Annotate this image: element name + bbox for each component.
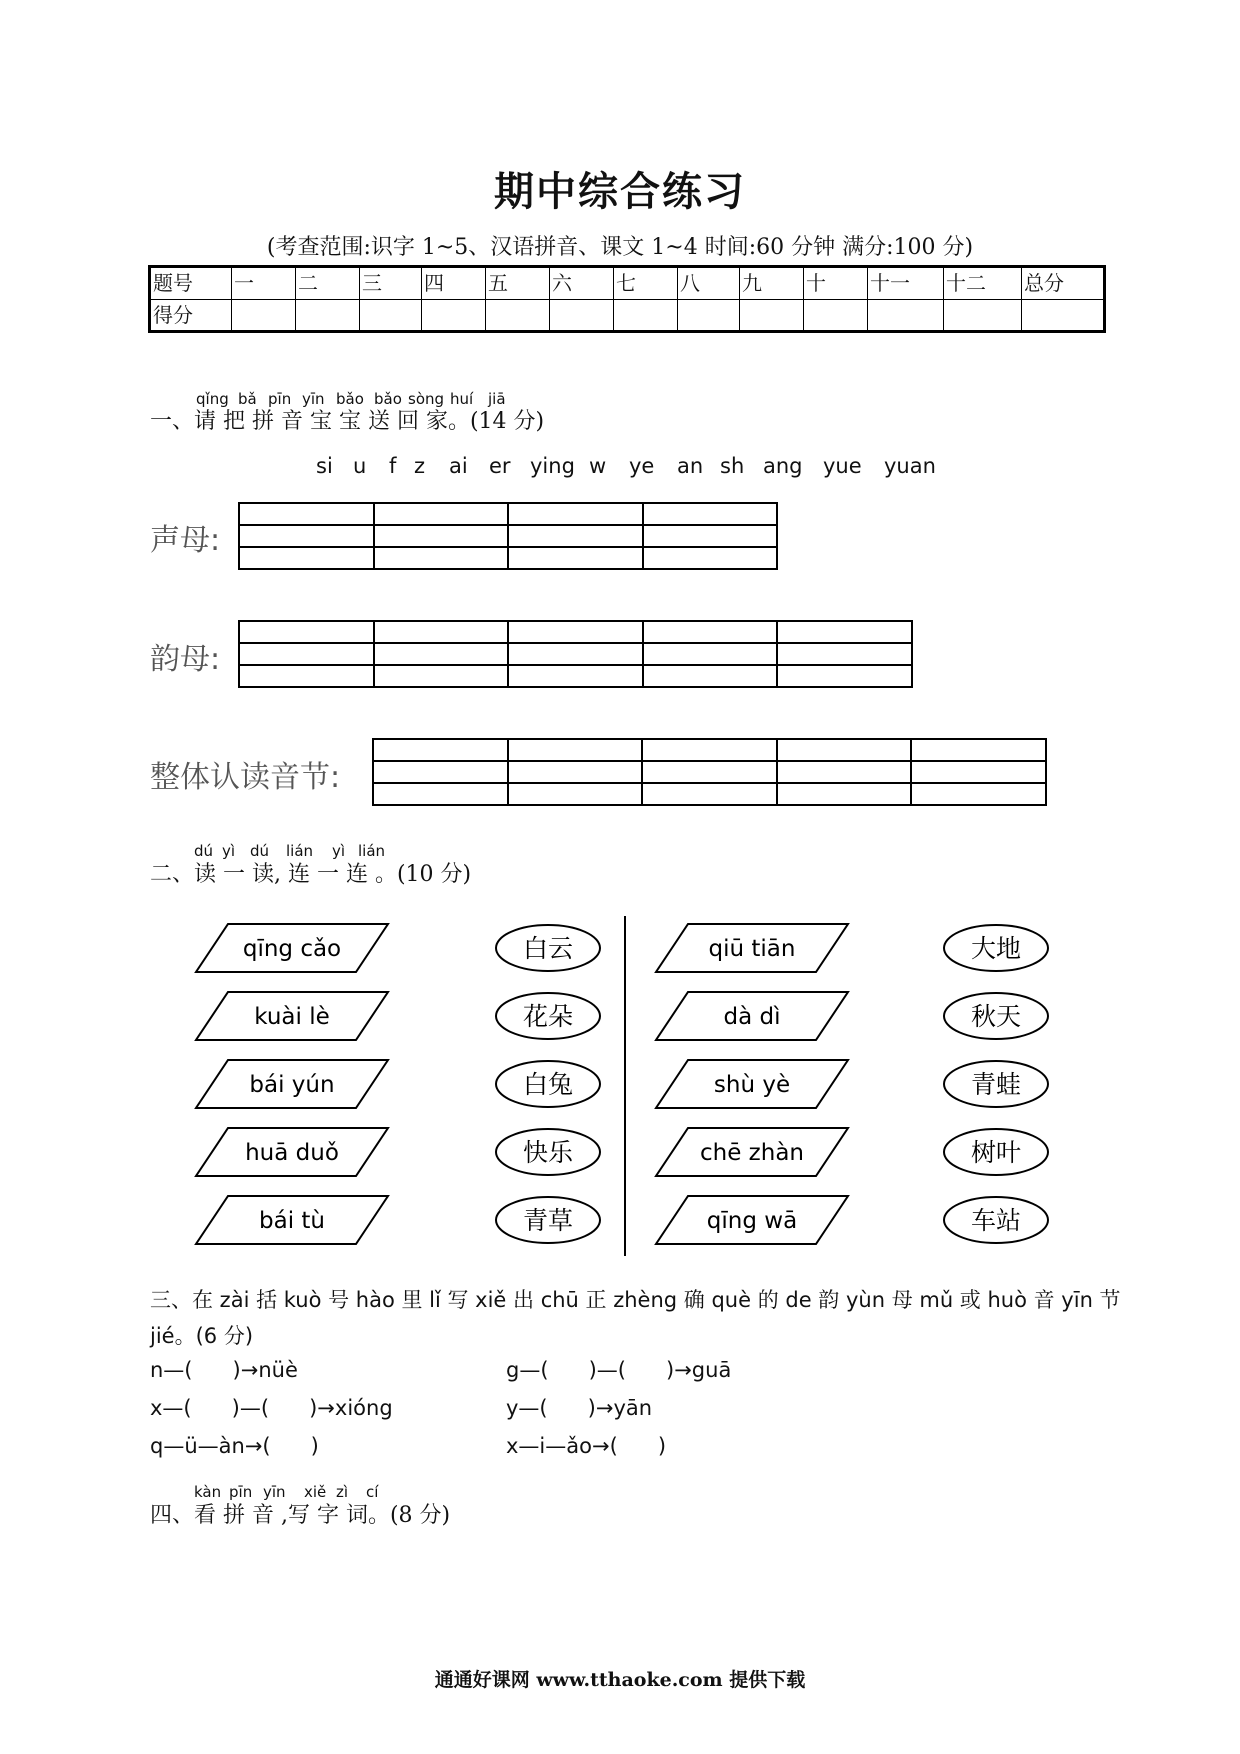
pinyin-card-label: bái yún	[249, 1072, 335, 1098]
word-oval-label: 大地	[970, 934, 1022, 963]
fill-blank-item[interactable]: x—( )—( )→xióng	[150, 1396, 393, 1420]
word-oval-label: 青草	[522, 1206, 574, 1235]
pinyin-card-label: huā duǒ	[245, 1140, 339, 1166]
pinyin-card-label: qiū tiān	[708, 936, 796, 962]
word-oval-label: 秋天	[970, 1002, 1022, 1031]
question-2-heading: 二、读 一 读, 连 一 连 。(10 分)	[150, 862, 472, 887]
pinyin-annotation: jiā	[488, 390, 506, 408]
pinyin-annotation: zì	[336, 1483, 349, 1501]
pinyin-pool-item: ying	[530, 454, 575, 478]
pinyin-annotation: bǎo	[374, 390, 402, 408]
score-header-cell: 八	[678, 267, 740, 300]
pinyin-annotation: cí	[366, 1483, 379, 1501]
pinyin-pool-item: er	[489, 454, 511, 478]
pinyin-annotation: bǎo	[336, 390, 364, 408]
fill-blank-item[interactable]: y—( )→yān	[506, 1396, 653, 1420]
score-row-label: 得分	[150, 299, 232, 332]
pinyin-annotation: pīn	[268, 390, 292, 408]
zhengti-label: 整体认读音节:	[150, 760, 341, 795]
pinyin-pool-item: ang	[763, 454, 803, 478]
question-4-heading: 四、看 拼 音 ,写 字 词。(8 分)	[150, 1503, 451, 1528]
pinyin-annotation: lián	[358, 842, 386, 860]
pinyin-pool-item: f	[389, 454, 397, 478]
pinyin-annotation: pīn	[229, 1483, 253, 1501]
pinyin-annotation: dú	[194, 842, 214, 860]
pinyin-annotation: huí	[450, 390, 474, 408]
pinyin-pool-item: u	[353, 454, 367, 478]
word-oval-label: 白兔	[522, 1070, 574, 1099]
pinyin-pool-item: z	[414, 454, 426, 478]
fill-blank-item[interactable]: q—ü—àn→( )	[150, 1434, 319, 1458]
pinyin-annotation: bǎ	[238, 390, 257, 408]
pinyin-annotation: qǐng	[196, 390, 229, 408]
question-3-heading: 三、在 zài 括 kuò 号 hào 里 lǐ 写 xiě 出 chū 正 zhèng 确 què 的 de 韵 yùn 母 mǔ 或 huò 音 yīn 节	[150, 1288, 1121, 1312]
pinyin-annotation: yīn	[263, 1483, 286, 1501]
exam-info: (考查范围:识字 1~5、汉语拼音、课文 1~4 时间:60 分钟 满分:100 分)	[266, 235, 974, 260]
pinyin-pool-item: ai	[449, 454, 468, 478]
fill-blank-item[interactable]: x—i—ǎo→( )	[506, 1434, 667, 1458]
pinyin-annotation: yīn	[302, 390, 325, 408]
word-oval-label: 树叶	[970, 1138, 1022, 1167]
pinyin-pool-item: ye	[629, 454, 655, 478]
score-header-cell: 九	[740, 267, 804, 300]
pinyin-card-label: dà dì	[723, 1004, 781, 1030]
score-header-cell: 十一	[868, 267, 944, 300]
word-oval-label: 青蛙	[970, 1070, 1022, 1099]
pinyin-pool-item: si	[316, 454, 333, 478]
question-1-heading: 一、请 把 拼 音 宝 宝 送 回 家。(14 分)	[150, 409, 545, 434]
score-header-cell: 十	[804, 267, 868, 300]
pinyin-pool-item: w	[589, 454, 607, 478]
pinyin-annotation: kàn	[194, 1483, 222, 1501]
score-header-cell: 六	[550, 267, 614, 300]
pinyin-pool-item: sh	[720, 454, 745, 478]
score-header-cell: 二	[296, 267, 360, 300]
score-header-cell: 五	[486, 267, 550, 300]
footer-source: 通通好课网 www.tthaoke.com 提供下载	[434, 1669, 806, 1691]
pinyin-annotation: xiě	[304, 1483, 327, 1501]
shengmu-label: 声母:	[150, 523, 221, 558]
pinyin-card-label: shù yè	[713, 1072, 791, 1098]
score-header-cell: 题号	[150, 267, 232, 300]
question-3-heading-cont: jié。(6 分)	[150, 1324, 254, 1348]
pinyin-annotation: yì	[222, 842, 236, 860]
score-header-cell: 七	[614, 267, 678, 300]
pinyin-annotation: dú	[250, 842, 270, 860]
pinyin-card-label: kuài lè	[254, 1004, 330, 1030]
word-oval-label: 车站	[970, 1206, 1022, 1235]
pinyin-annotation: sòng	[408, 390, 445, 408]
yunmu-label: 韵母:	[150, 642, 221, 677]
score-header-cell: 总分	[1022, 267, 1105, 300]
fill-blank-item[interactable]: g—( )—( )→guā	[506, 1358, 732, 1382]
pinyin-card-label: bái tù	[259, 1208, 325, 1234]
score-header-cell: 三	[360, 267, 422, 300]
score-header-cell: 十二	[944, 267, 1022, 300]
pinyin-annotation: yì	[332, 842, 346, 860]
word-oval-label: 白云	[522, 934, 574, 963]
score-header-cell: 一	[232, 267, 296, 300]
pinyin-pool-item: an	[677, 454, 704, 478]
fill-blank-item[interactable]: n—( )→nüè	[150, 1358, 298, 1382]
word-oval-label: 花朵	[522, 1002, 574, 1031]
score-header-cell: 四	[422, 267, 486, 300]
pinyin-card-label: qīng cǎo	[242, 936, 342, 962]
pinyin-pool-item: yuan	[884, 454, 936, 478]
pinyin-card-label: chē zhàn	[699, 1140, 805, 1166]
pinyin-pool-item: yue	[823, 454, 862, 478]
pinyin-annotation: lián	[286, 842, 314, 860]
word-oval-label: 快乐	[522, 1138, 574, 1167]
pinyin-card-label: qīng wā	[706, 1208, 798, 1234]
page-title: 期中综合练习	[494, 168, 746, 215]
